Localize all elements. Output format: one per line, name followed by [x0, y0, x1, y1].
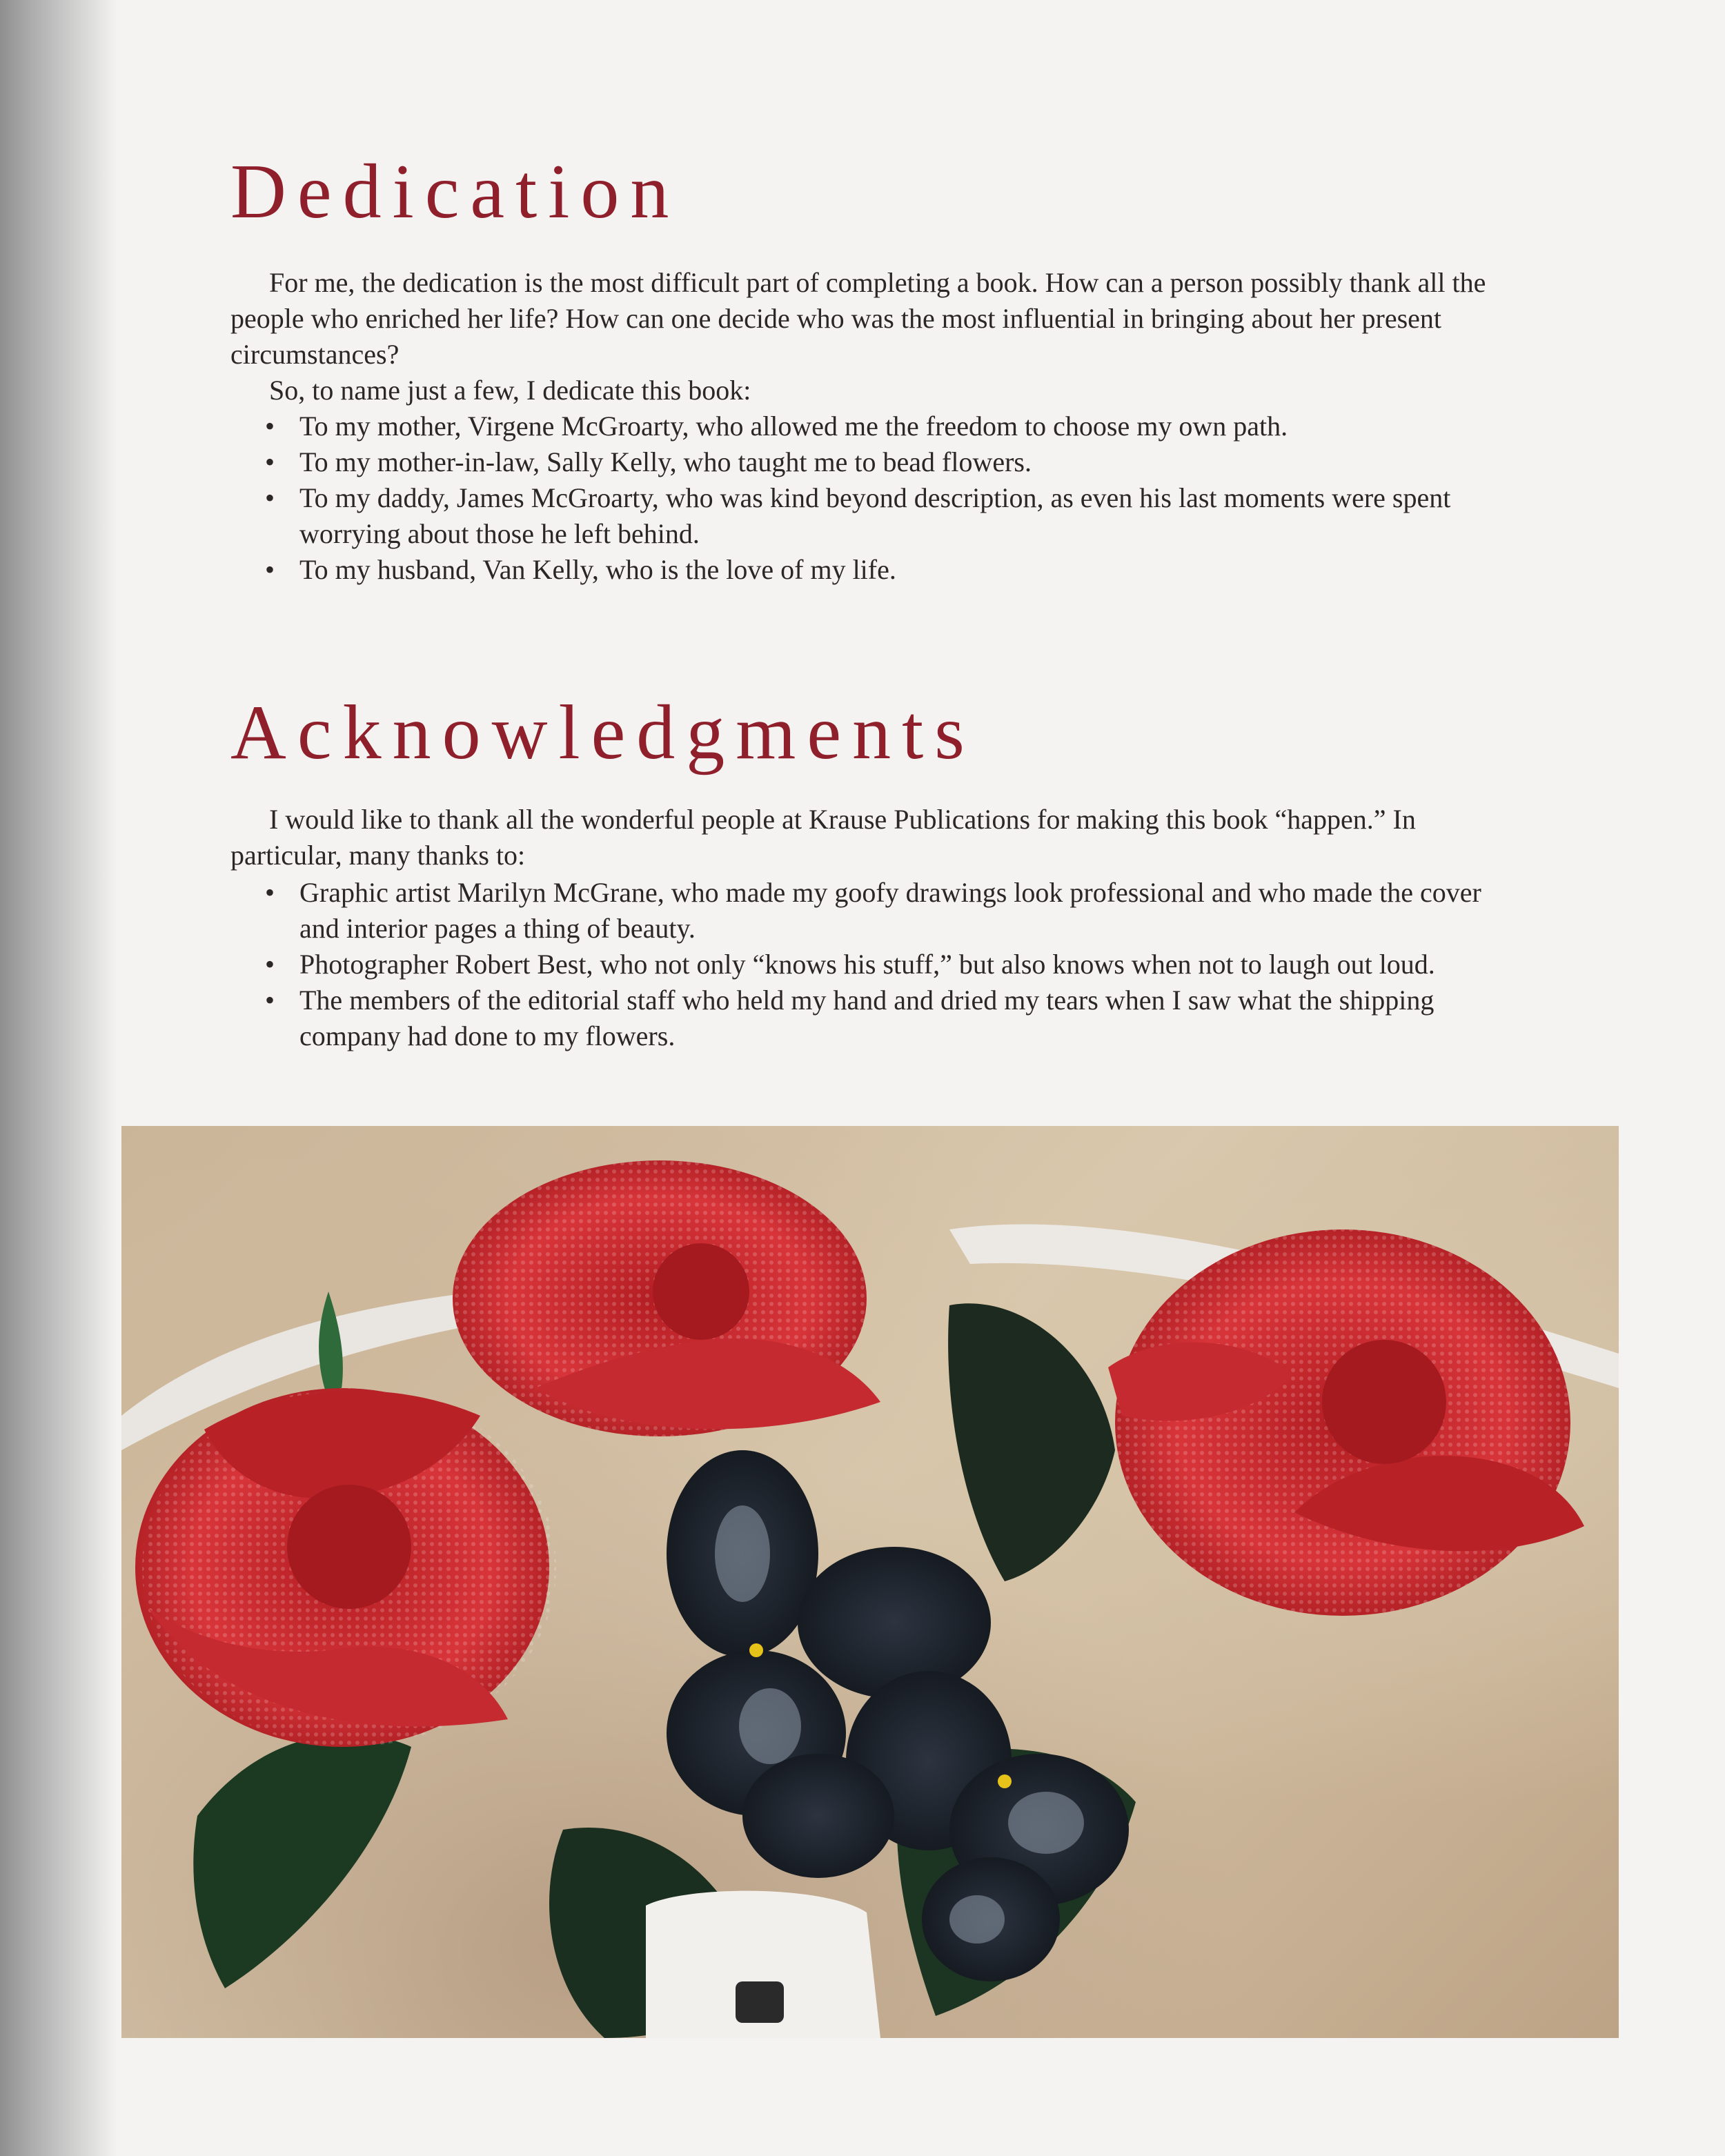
acknowledgments-list: [265, 875, 1493, 1054]
bullet-icon: •: [265, 949, 275, 980]
list-item: [265, 875, 1493, 947]
list-item: [265, 480, 1493, 552]
list-item: [265, 947, 1493, 982]
dedication-lead: So, to name just a few, I dedicate this book:: [269, 375, 751, 406]
page-gutter-shadow: [0, 0, 117, 2156]
dedication-intro: For me, the dedication is the most difficult part of completing a book. How can a person possibly thank all the people who enriched her life? How can one decide who was the most influential in bringing about her present circumstances?: [230, 267, 1486, 370]
bullet-icon: •: [265, 554, 275, 585]
acknowledgment-item-text: Photographer Robert Best, who not only “knows his stuff,” but also knows when not to laugh out loud.: [299, 949, 1435, 980]
acknowledgments-heading: Acknowledgments: [230, 690, 976, 775]
beaded-flowers-photo: [121, 1126, 1619, 2038]
acknowledgment-item-text: The members of the editorial staff who held my hand and dried my tears when I saw what the shipping company had done to my flowers.: [299, 985, 1435, 1051]
acknowledgment-item-text: Graphic artist Marilyn McGrane, who made my goofy drawings look professional and who made the cover and interior pages a thing of beauty.: [299, 877, 1481, 944]
dedication-item-text: To my mother, Virgene McGroarty, who allowed me the freedom to choose my own path.: [299, 411, 1288, 442]
dedication-item-text: To my husband, Van Kelly, who is the love of my life.: [299, 554, 896, 585]
beaded-flowers-illustration: [121, 1126, 1619, 2038]
bullet-icon: •: [265, 482, 275, 513]
bullet-icon: •: [265, 985, 275, 1016]
list-item: [265, 444, 1493, 480]
dedication-list: [265, 408, 1493, 588]
bullet-icon: •: [265, 877, 275, 908]
list-item: [265, 552, 1493, 588]
dedication-item-text: To my mother-in-law, Sally Kelly, who taught me to bead flowers.: [299, 446, 1032, 477]
bullet-icon: •: [265, 411, 275, 442]
dedication-heading: Dedication: [230, 149, 680, 235]
bullet-icon: •: [265, 446, 275, 477]
list-item: [265, 982, 1493, 1054]
dedication-item-text: To my daddy, James McGroarty, who was kind beyond description, as even his last moments were spent worrying about those he left behind.: [299, 482, 1451, 549]
acknowledgments-intro: I would like to thank all the wonderful people at Krause Publications for making this book “happen.” In particular, many thanks to:: [230, 804, 1416, 871]
list-item: [265, 408, 1493, 444]
